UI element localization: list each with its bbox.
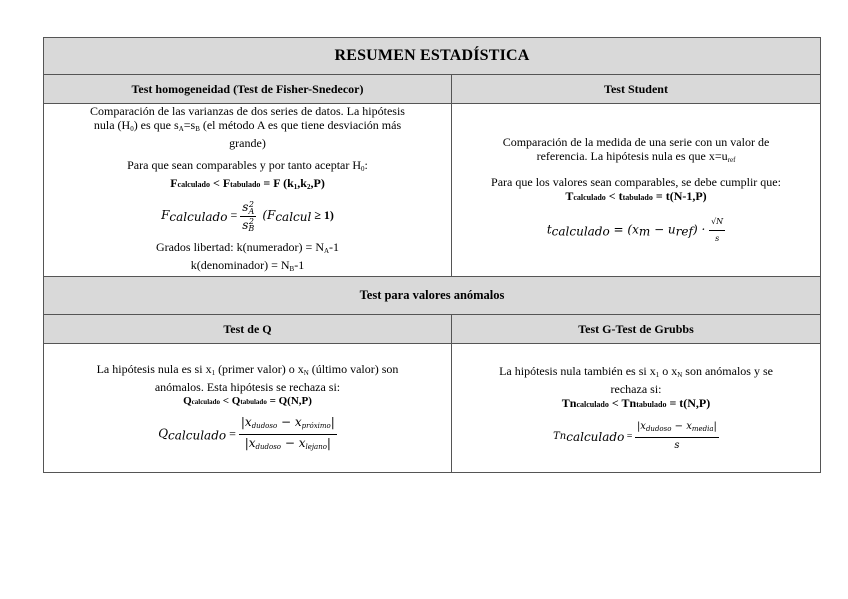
fisher-condition: Fcalculado < Ftabulado = F $(k_1,k_2,P)$: [170, 176, 325, 191]
fisher-description: Comparación de las varianzas de dos series de datos. La hipótesis nula $(H_0)$ es que $s_A=s_B$ (el método A es que tiene desviación más grande): [90, 104, 405, 150]
student-condition: Tcalculado < ttabulado = t(N-1,P): [565, 188, 707, 203]
grubbs-heading-text: Test G-Test de Grubbs: [578, 321, 694, 336]
fisher-acceptance: Para que sean comparables y por tanto aceptar $H_0$:: [127, 158, 368, 173]
student-requirement: Para que los valores sean comparables, se debe cumplir que:: [491, 174, 781, 189]
fisher-degrees-freedom: Grados libertad: k(numerador) = $N_A-1$ k(denominador) = $N_B-1$: [155, 240, 340, 273]
student-description: Comparación de la medida de una serie con un valor de referencia. La hipótesis nula es que $x=u_{ref}$: [502, 134, 770, 164]
q-description: La hipótesis nula es si $x_1$ (primer valor) o $x_N$ (último valor) son anómalos. Esta hipótesis se rechaza si:: [96, 362, 399, 394]
student-formula: $t_{calculado} = (x_m - u_{ref})$ · $\frac{√N}{s}$: [546, 216, 724, 243]
fisher-heading: [44, 75, 452, 104]
grubbs-description: La hipótesis nula también es si $x_1$ o $x_N$ son anómalos y se rechaza si:: [499, 363, 773, 396]
student-heading: [452, 75, 821, 104]
anomalos-heading: [44, 277, 821, 315]
student-cell: [452, 104, 821, 277]
q-formula: $Q_{calculado}$ = $\frac{|x_{dudoso} - x_{próximo}|}{|x_{dudoso} - x_{lejano}|}$: [158, 415, 335, 451]
q-cell: [44, 344, 452, 473]
grubbs-condition: Tncalculado < Tntabulado = t(N,P): [561, 395, 711, 410]
q-heading: [44, 315, 452, 344]
fisher-formula: $F_{calculado}$ = s 2 A s 2 B $(F_{calcul} \ge 1)$: [161, 199, 334, 233]
table-title-text: RESUMEN ESTADÍSTICA: [334, 47, 530, 64]
fisher-cell: [44, 104, 452, 277]
table-title: [44, 38, 821, 75]
grubbs-heading: [452, 315, 821, 344]
q-heading-text: Test de Q: [223, 321, 272, 336]
anomalos-heading-text: Test para valores anómalos: [359, 288, 505, 302]
grubbs-cell: [452, 344, 821, 473]
summary-table: [43, 37, 821, 473]
student-heading-text: Test Student: [604, 81, 668, 96]
q-condition: Qcalculado < Qtabulado = Q(N,P): [183, 395, 312, 407]
fisher-heading-text: Test homogeneidad (Test de Fisher-Snedecor): [131, 81, 364, 96]
grubbs-formula: $Tn_{calculado}$ = $\frac{|x_{dudoso} - x_{media}|}{s}$: [553, 420, 717, 451]
